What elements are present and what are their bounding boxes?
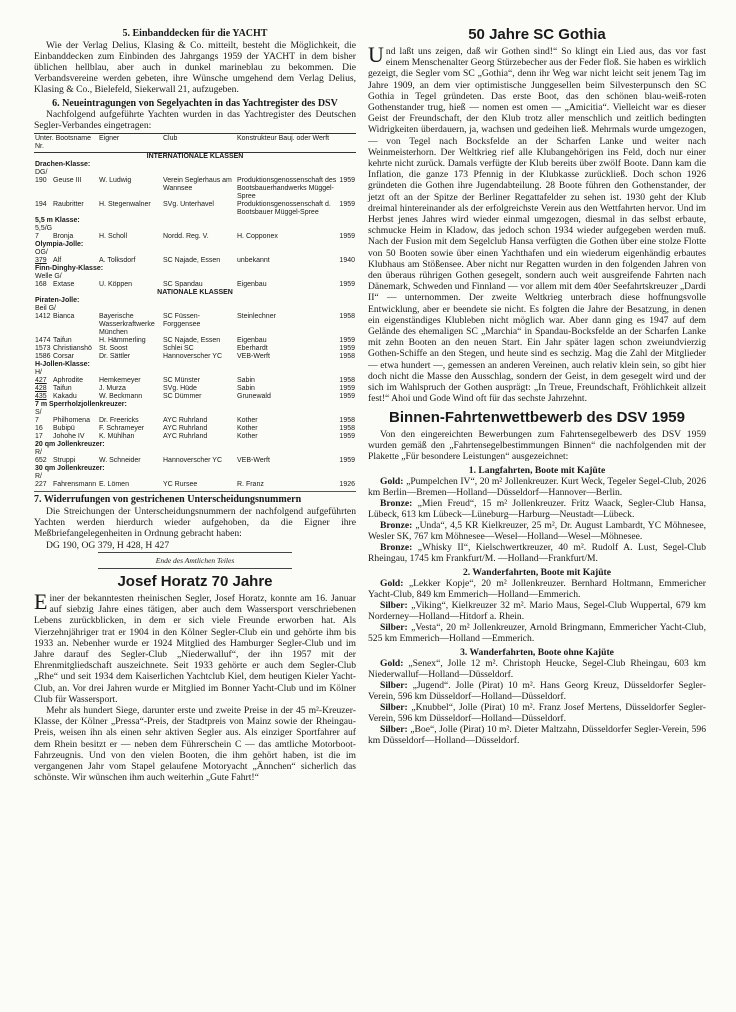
- boat-number-name: [34, 257, 98, 265]
- award-entry: [368, 622, 706, 644]
- category-1-title: 1. Langfahrten, Boote mit Kajüte: [468, 465, 606, 477]
- award-medal: Silber:: [380, 702, 408, 714]
- boat-number-name: [34, 417, 98, 425]
- gothia-paragraph: Und laßt uns zeigen, daß wir Gothen sind!“ So klingt ein Lied aus, das vor fast einem Menschenalter Georg Stürzebecher aus der Feder floß. Sie haben es wirklich gezeigt, die Segler vom SC „Gothia“, denn ihr Weg war nicht leicht seit jenem Tag im Jahre 1909, an dem vier optimistische Junggesellen beim Silvesterpunsch den SC Gothia in Tegel gründeten. Das erste Boot, das den schönen blau-weiß-roten Gothenstander trug, hieß — nomen est omen — „Amicitia“. Vielleicht war es dieser Geist der Freundschaft, der den Klub trotz aller menschlich und zeitlich bedingten Widrigkeiten überdauern, ja, wachsen und gedeihen ließ. Mehrmals wurde umgezogen, — von Tegel nach Bocksfelde an der Scharfen Lanke und weiter nach Weinmeisterhorn. Der Weltkrieg rief alle Klubangehörigen ins Feld, doch nur einer kehrte nicht zurück. Damals verfügte der Klub bereits über zwölf Boote. Dann kam die Inflation, die ganze 173 Pfennig in der Klubkasse zurückließ. Doch schon 1926 gründeten die Gothen ihre Jugendabteilung. 28 Boote führen den Gothenstander, der jetzt oft an der Spitze der Berliner Regattafelder zu sehen ist. 1930 geht der Klub dreimal hintereinander als der erfolgreichste Verein aus den Wettfahrten hervor. Und im Herbst jenes Jahres wird wieder einmal umgezogen, diesmal in das selbst erbaute, schmucke Heim in Kladow, das jedoch schon 1934 wieder aufgegeben werden muß. Nach der Fusion mit dem Segelclub Hansa verfügten die Gothen über eine stolze Flotte von 50 Booten sowie über einen Yachthafen und ein wiederum eigenhändig erbautes Klubhaus am Stößensee. Aber nicht nur Regatten wurden in den folgenden Jahren von den überaus rührigen Gothen gesegelt, sondern auch weit ausgreifende Fahrten nach Dänemark, Schweden und Finnland — vor allem mit dem 40er Seefahrtskreuzer „Dardi II“ — unternommen. Der zweite Weltkrieg unterbrach diese hoffnungsvolle Entwicklung, aber er beendete sie nicht. Es folgten die Jahre der Besatzung, in denen ein eigenständiges Klubleben nicht möglich war. Aber dann ging es 1947 auf dem Gelände des ehemaligen SC „Marchia“ in Spandau-Bocksfelde an der Scharfen Lanke mit zehn Booten an den neuen Start. Ein Jahr später lagen schon zweiundvierzig Gothen-Schiffe an den Stegen, und heute sind es sechzig. Mag die Zahl der Mitglieder — etwa hundert —, gemessen an anderen Vereinen, auch relativ klein sein, so gibt hier doch nicht die Masse den Ausschlag, sondern der Geist, in dem gesegelt wird und der sich im Wahlspruch der Gothen ausprägt: „In Treue, Freundschaft, Fröhlichkeit allzeit fest!“ Ahoi und Gode Wind oft für das sechste Jahrzehnt.: [368, 42, 706, 405]
- award-entry: [368, 724, 706, 746]
- boat-name: Bronja: [53, 233, 74, 241]
- col-header-nr: Unter. Bootsname Nr.: [34, 134, 98, 153]
- boat-number: 7: [35, 417, 39, 425]
- award-medal: Silber:: [380, 680, 408, 692]
- col-header-owner: Eigner: [98, 134, 162, 153]
- year-cell: 1958: [339, 377, 355, 385]
- group-prefix-row: [34, 225, 356, 233]
- boat-name: Alf: [53, 257, 62, 265]
- boat-number: 16: [35, 425, 43, 433]
- table-row: [34, 281, 356, 289]
- award-text: „Vesta“, 20 m² Jollenkreuzer, Arnold Bringmann, Emmericher Yacht-Club, 525 km Emmerich—Holland —Emmerich.: [368, 622, 706, 645]
- club-cell: Verein Seglerhaus am Wannsee: [163, 177, 232, 193]
- boat-number-name: [34, 233, 98, 241]
- owner-cell: H. Stegenwalner: [99, 201, 151, 209]
- boat-number: 227: [35, 481, 47, 489]
- divider: [98, 552, 291, 553]
- boat-number-name: [34, 281, 98, 289]
- boat-name: Kakadu: [53, 393, 77, 401]
- boat-number-name: [34, 337, 98, 345]
- boat-number-name: [34, 201, 98, 217]
- table-header-row: [34, 134, 356, 153]
- club-cell: SVg. Unterhavel: [163, 201, 214, 209]
- club-cell: SC Füssen-Forggensee: [163, 313, 201, 329]
- category-2-awards: [368, 578, 706, 644]
- owner-cell: Bayerische Wasserkraftwerke München: [99, 313, 155, 337]
- table-row: [34, 177, 356, 201]
- boat-name: Taifun: [53, 385, 72, 393]
- boat-number-name: [34, 433, 98, 441]
- owner-cell: U. Köppen: [99, 281, 133, 289]
- table-row: [34, 385, 356, 393]
- end-of-official-note: Ende des Amtlichen Teiles: [155, 555, 235, 565]
- divider: [34, 491, 356, 492]
- builder-cell: Kother: [237, 433, 258, 441]
- col-header-builder: Konstrukteur Bauj. oder Werft: [236, 134, 356, 153]
- class-heading-row: [34, 289, 356, 297]
- group-prefix: OG/: [35, 249, 48, 257]
- year-cell: 1958: [339, 353, 355, 361]
- club-cell: AYC Ruhrland: [163, 417, 208, 425]
- group-row: [34, 441, 356, 449]
- owner-cell: St. Soost: [99, 345, 128, 353]
- boat-number-name: [34, 177, 98, 201]
- owner-cell: W. Ludwig: [99, 177, 132, 185]
- group-prefix: H/: [35, 369, 42, 377]
- table-row: [34, 233, 356, 241]
- group-prefix-row: [34, 305, 356, 313]
- owner-cell: E. Lömen: [99, 481, 129, 489]
- boat-number-name: [34, 457, 98, 465]
- award-entry: [368, 658, 706, 680]
- boat-number: 1586: [35, 353, 51, 361]
- section-5-title: 5. Einbanddecken für die YACHT: [122, 28, 268, 39]
- group-prefix-row: [34, 409, 356, 417]
- table-row: [34, 377, 356, 385]
- builder-cell: Kother: [237, 417, 258, 425]
- club-cell: YC Rursee: [163, 481, 198, 489]
- year-cell: 1959: [339, 345, 355, 353]
- award-entry: [368, 542, 706, 564]
- boat-number: 652: [35, 457, 47, 465]
- section-7-numbers: DG 190, OG 379, H 428, H 427: [46, 539, 170, 551]
- group-prefix-row: [34, 169, 356, 177]
- owner-cell: W. Schneider: [99, 457, 141, 465]
- table-row: [34, 337, 356, 345]
- horatz-title: Josef Horatz 70 Jahre: [117, 572, 273, 590]
- boat-number: 194: [35, 201, 47, 209]
- club-cell: SVg. Hüde: [163, 385, 197, 393]
- award-medal: Silber:: [380, 600, 408, 612]
- year-cell: 1959: [339, 281, 355, 289]
- builder-cell: VEB-Werft: [237, 457, 270, 465]
- register-body: [34, 153, 356, 490]
- boat-name: Corsar: [53, 353, 75, 361]
- club-cell: Schlei SC: [163, 345, 194, 353]
- group-prefix: 5,5/G: [35, 225, 53, 233]
- builder-cell: Produktionsgenossenschaft d. Bootsbauer Müggel-Spree: [237, 201, 331, 217]
- year-cell: 1958: [339, 425, 355, 433]
- group-prefix-row: [34, 369, 356, 377]
- left-column: [34, 26, 356, 783]
- owner-cell: J. Murza: [99, 385, 126, 393]
- year-cell: 1959: [339, 337, 355, 345]
- year-cell: 1959: [339, 433, 355, 441]
- year-cell: 1959: [339, 457, 355, 465]
- award-medal: Gold:: [380, 578, 404, 590]
- boat-name: Aphrodite: [53, 377, 83, 385]
- yacht-register-table: [34, 133, 356, 489]
- award-text: „Whisky II“, Kielschwertkreuzer, 40 m². Rudolf A. Lust, Segel-Club Rheingau, 1745 km Frankfurt/M. —Holland—Frankfurt/M.: [368, 542, 706, 565]
- section-7-title: 7. Widerrufungen von gestrichenen Unterscheidungsnummern: [34, 494, 302, 506]
- club-cell: SC Spandau: [163, 281, 203, 289]
- category-2-title: 2. Wanderfahrten, Boote mit Kajüte: [463, 567, 611, 579]
- horatz-paragraph-2: Mehr als hundert Siege, darunter erste und zweite Preise in der 45 m²-Kreuzer-Klasse, der Kölner „Pressa“-Preis, der Stadtpreis von Mainz sowie der Rheingau-Preis, weisen ihn als einen sehr aktiven Segler aus. Als einziger Sportfahrer auf dem Rhein besitzt er — neben dem Führerschein C — das amtliche Motorboot-Fahrzeugnis. Und von den vielen Booten, die ihm gehört haben, ist die im vergangenen Jahr vom Stapel gelaufene Motoryacht „Ännchen“ sicherlich das schönste. Wir wünschen ihm auch weiterhin „Gute Fahrt!“: [34, 704, 356, 784]
- boat-number-name: [34, 345, 98, 353]
- group-name: 5,5 m Klasse:: [35, 217, 80, 225]
- table-row: [34, 457, 356, 465]
- builder-cell: Grunewald: [237, 393, 271, 401]
- table-row: [34, 353, 356, 361]
- col-header-club: Club: [162, 134, 236, 153]
- builder-cell: Produktionsgenossenschaft des Bootsbauerhandwerks Müggel-Spree: [237, 177, 337, 201]
- table-row: [34, 393, 356, 401]
- owner-cell: Dr. Sättler: [99, 353, 131, 361]
- boat-name: Taifun: [53, 337, 72, 345]
- boat-number: 427: [35, 377, 47, 385]
- table-row: [34, 481, 356, 489]
- group-row: [34, 161, 356, 169]
- table-row: [34, 433, 356, 441]
- award-medal: Bronze:: [380, 542, 413, 554]
- award-entry: [368, 600, 706, 622]
- category-3-awards: [368, 658, 706, 746]
- boat-number: 7: [35, 233, 39, 241]
- year-cell: 1959: [339, 233, 355, 241]
- table-row: [34, 417, 356, 425]
- builder-cell: Eigenbau: [237, 337, 267, 345]
- year-cell: 1959: [339, 201, 355, 209]
- award-entry: [368, 520, 706, 542]
- gothia-title: 50 Jahre SC Gothia: [468, 26, 606, 43]
- owner-cell: A. Tolksdorf: [99, 257, 136, 265]
- award-text: „Pumpelchen IV“, 20 m² Jollenkreuzer. Kurt Weck, Tegeler Segel-Club, 2026 km Berlin—Bremen—Holland—Düsseldorf—Hannover—Berlin.: [368, 476, 706, 499]
- group-name: 30 qm Jollenkreuzer:: [35, 465, 105, 473]
- group-prefix-row: [34, 473, 356, 481]
- club-cell: Hannoverscher YC: [163, 457, 223, 465]
- owner-cell: W. Beckmann: [99, 393, 143, 401]
- builder-cell: unbekannt: [237, 257, 270, 265]
- boat-number: 1412: [35, 313, 51, 321]
- award-medal: Bronze:: [380, 520, 413, 532]
- boat-number: 379: [35, 257, 47, 265]
- boat-number-name: [34, 353, 98, 361]
- award-entry: [368, 578, 706, 600]
- award-medal: Silber:: [380, 622, 408, 634]
- boat-number: 435: [35, 393, 47, 401]
- award-text: „Unda“, 4,5 KR Kielkreuzer, 25 m², Dr. August Lambardt, YC Möhnesee, Wesler SK, 767 km Möhnesee—Wesel—Holland—Wesel—Möhnesee.: [368, 520, 706, 543]
- club-cell: Nordd. Reg. V.: [163, 233, 209, 241]
- boat-name: Extase: [53, 281, 75, 289]
- group-prefix: Beil G/: [35, 305, 57, 313]
- award-text: „Boe“, Jolle (Pirat) 10 m². Dieter Maltzahn, Düsseldorfer Segler-Verein, 596 km Düsseldorf—Holland—Düsseldorf.: [368, 724, 706, 747]
- binnen-title: Binnen-Fahrtenwettbewerb des DSV 1959: [389, 408, 685, 426]
- group-prefix: S/: [35, 409, 42, 417]
- group-name: Finn-Dinghy-Klasse:: [35, 265, 104, 273]
- builder-cell: Kother: [237, 425, 258, 433]
- group-prefix-row: [34, 273, 356, 281]
- boat-name: Philhomena: [53, 417, 90, 425]
- boat-name: Raubritter: [53, 201, 84, 209]
- award-text: „Jugend“. Jolle (Pirat) 10 m². Hans Georg Kreuz, Düsseldorfer Segler-Verein, 596 km Düsseldorf—Holland—Düsseldorf.: [368, 680, 706, 703]
- group-row: [34, 361, 356, 369]
- boat-name: Christianshö: [53, 345, 92, 353]
- section-7-text: Die Streichungen der Unterscheidungsnummern der nachfolgend aufgeführten Yachten werden hierdurch wieder aufgehoben, da die Eigner ihre Meßbriefangelegenheiten in Ordnung gebracht haben:: [34, 505, 356, 540]
- boat-number: 190: [35, 177, 47, 185]
- builder-cell: Sabin: [237, 385, 255, 393]
- table-row: [34, 425, 356, 433]
- award-entry: [368, 680, 706, 702]
- owner-cell: Hemkemeyer: [99, 377, 141, 385]
- horatz-paragraph-1: Einer der bekanntesten rheinischen Segler, Josef Horatz, konnte am 16. Januar auf siebzig Jahre eines tätigen, aber auch dem Wassersport verschriebenen Lebens zurückblicken, in dem er sich viele Freunde erworben hat. Als Vierzehnjähriger trat er 1904 in den Kölner Segler-Club ein und gehörte ihm bis 1933 an. Nebenher wurde er 1924 Mitglied des Hamburger Segler-Club und im Jahre darauf des Segler-Club „Niederwalluf“, der ihn 1957 mit der Ehrenmitgliedschaft auszeichnete. Seit 1933 gehörte er auch dem Segler-Club „Rhe“ und seit 1934 dem Kaiserlichen Yachtclub Kiel, dem heutigen Kieler Yacht-Club, an. Vor drei Jahren wurde er Mitglied im Bonner Yacht-Club und im Kölner Club für Wassersport.: [34, 588, 356, 705]
- category-3-title: 3. Wanderfahrten, Boote ohne Kajüte: [460, 647, 614, 659]
- divider: [98, 568, 291, 569]
- group-row: [34, 265, 356, 273]
- boat-number: 428: [35, 385, 47, 393]
- class-heading-row: [34, 153, 356, 162]
- owner-cell: F. Schrameyer: [99, 425, 145, 433]
- table-row: [34, 257, 356, 265]
- group-prefix-row: [34, 249, 356, 257]
- award-medal: Gold:: [380, 658, 404, 670]
- year-cell: 1926: [339, 481, 355, 489]
- award-medal: Bronze:: [380, 498, 413, 510]
- group-prefix: R/: [35, 473, 42, 481]
- club-cell: SC Dümmer: [163, 393, 202, 401]
- boat-number-name: [34, 385, 98, 393]
- table-row: [34, 201, 356, 217]
- binnen-intro: Von den eingereichten Bewerbungen zum Fahrtensegelbewerb des DSV 1959 wurden gemäß den „Fahrtensegelbestimmungen Binnen“ die nachfolgenden mit der Plakette „Für besondere Leistungen“ ausgezeichnet:: [368, 428, 706, 462]
- boat-number-name: [34, 313, 98, 337]
- boat-name: Fahrensmann: [53, 481, 97, 489]
- boat-number-name: [34, 425, 98, 433]
- club-cell: AYC Ruhrland: [163, 425, 208, 433]
- group-prefix: Welle G/: [35, 273, 62, 281]
- award-text: „Viking“, Kielkreuzer 32 m². Mario Maus, Segel-Club Wuppertal, 679 km Norderney—Holland—Hitdorf a. Rhein.: [368, 600, 706, 623]
- table-row: [34, 313, 356, 337]
- group-row: [34, 465, 356, 473]
- section-5-text: Wie der Verlag Delius, Klasing & Co. mitteilt, besteht die Möglichkeit, die Einbanddecken zum Einbinden des Jahrgangs 1959 der YACHT in dem bisher üblichen hellblau, aber auch in dunkel marineblau zu bekommen. Die Verbandsvereine werden gebeten, ihre Wünsche umgehend dem Verlag Delius, Klasing & Co., Bielefeld, Siekerwall 21, aufzugeben.: [34, 39, 356, 96]
- boat-number-name: [34, 393, 98, 401]
- boat-number: 17: [35, 433, 43, 441]
- right-column: [368, 26, 706, 746]
- section-6-title: 6. Neueintragungen von Segelyachten in das Yachtregister des DSV: [52, 97, 338, 109]
- group-name: 20 qm Jollenkreuzer:: [35, 441, 105, 449]
- boat-number-name: [34, 377, 98, 385]
- award-entry: [368, 702, 706, 724]
- group-name: Drachen-Klasse:: [35, 161, 91, 169]
- award-text: „Senex“, Jolle 12 m². Christoph Heucke, Segel-Club Rheingau, 603 km Niederwalluf—Holland—Düsseldorf.: [368, 658, 706, 681]
- group-name: Olympia-Jolle:: [35, 241, 84, 249]
- boat-name: Bianca: [53, 313, 75, 321]
- boat-name: Geuse III: [53, 177, 82, 185]
- group-row: [34, 217, 356, 225]
- award-text: „Knubbel“, Jolle (Pirat) 10 m². Franz Josef Mertens, Düsseldorfer Segler-Verein, 596 km Düsseldorf—Holland—Düsseldorf.: [368, 702, 706, 725]
- boat-number: 168: [35, 281, 47, 289]
- class-heading: NATIONALE KLASSEN: [157, 289, 233, 297]
- club-cell: SC Najade, Essen: [163, 257, 221, 265]
- club-cell: AYC Ruhrland: [163, 433, 208, 441]
- group-name: Piraten-Jolle:: [35, 297, 80, 305]
- year-cell: 1958: [339, 417, 355, 425]
- builder-cell: Eigenbau: [237, 281, 267, 289]
- group-row: [34, 401, 356, 409]
- boat-name: Bubipü: [53, 425, 75, 433]
- table-row: [34, 345, 356, 353]
- boat-number: 1573: [35, 345, 51, 353]
- owner-cell: H. Scholl: [99, 233, 128, 241]
- group-name: H-Jollen-Klasse:: [35, 361, 90, 369]
- club-cell: SC Najade, Essen: [163, 337, 221, 345]
- builder-cell: H. Copponex: [237, 233, 278, 241]
- category-1-awards: [368, 476, 706, 564]
- boat-name: Johohe IV: [53, 433, 85, 441]
- boat-number-name: [34, 481, 98, 489]
- year-cell: 1958: [339, 313, 355, 321]
- builder-cell: VEB-Werft: [237, 353, 270, 361]
- group-prefix: R/: [35, 449, 42, 457]
- award-medal: Gold:: [380, 476, 404, 488]
- section-6-text: Nachfolgend aufgeführte Yachten wurden in das Yachtregister des Deutschen Segler-Verbandes eingetragen:: [34, 109, 356, 132]
- builder-cell: Steinlechner: [237, 313, 276, 321]
- builder-cell: Eberhardt: [237, 345, 268, 353]
- award-medal: Silber:: [380, 724, 408, 736]
- award-text: „Mien Freud“, 15 m² Jollenkreuzer. Fritz Waack, Segler-Club Hansa, Lübeck, 613 km Lübeck—Lüneburg—Harburg—Neustadt—Lübeck.: [368, 498, 706, 521]
- boat-name: Struppi: [53, 457, 76, 465]
- award-text: „Lekker Kopje“, 20 m² Jollenkreuzer. Bernhard Holtmann, Emmericher Yacht-Club, 849 km Emmerich—Holland—Emmerich.: [368, 578, 706, 601]
- group-row: [34, 297, 356, 305]
- builder-cell: Sabin: [237, 377, 255, 385]
- owner-cell: Dr. Freericks: [99, 417, 139, 425]
- club-cell: SC Münster: [163, 377, 200, 385]
- award-entry: [368, 476, 706, 498]
- owner-cell: K. Mühlhan: [99, 433, 135, 441]
- year-cell: 1959: [339, 393, 355, 401]
- group-prefix: DG/: [35, 169, 48, 177]
- owner-cell: H. Hämmerling: [99, 337, 146, 345]
- group-row: [34, 241, 356, 249]
- group-name: 7 m Sperrholzjollenkreuzer:: [35, 401, 127, 409]
- year-cell: 1959: [339, 177, 355, 185]
- boat-number: 1474: [35, 337, 51, 345]
- group-prefix-row: [34, 449, 356, 457]
- year-cell: 1940: [339, 257, 355, 265]
- class-heading: INTERNATIONALE KLASSEN: [146, 153, 244, 161]
- club-cell: Hannoverscher YC: [163, 353, 223, 361]
- builder-cell: R. Franz: [237, 481, 264, 489]
- award-entry: [368, 498, 706, 520]
- year-cell: 1959: [339, 385, 355, 393]
